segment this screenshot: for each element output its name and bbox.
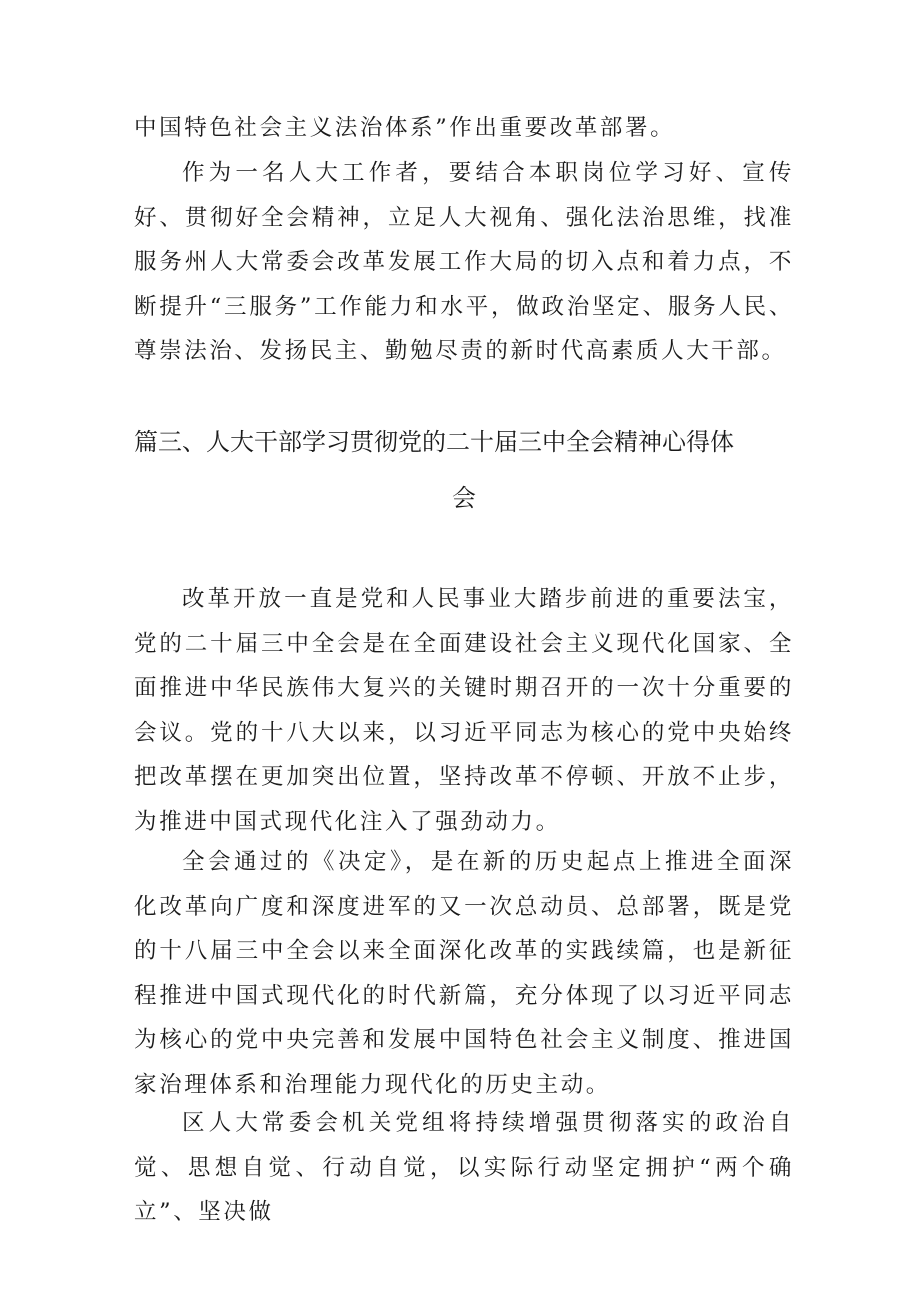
section-heading-line1: 篇三、人大干部学习贯彻党的二十届三中全会精神心得体 xyxy=(134,428,734,456)
paragraph-role-of-npc-worker: 作为一名人大工作者，要结合本职岗位学习好、宣传好、贯彻好全会精神，立足人大视角、强化法治思维，找准服务州人大常委会改革发展工作大局的切入点和着力点，不断提升“三服务”工作能力和水平，做政治坚定、服务人民、尊崇法治、发扬民主、勤勉尽责的新时代高素质人大干部。 xyxy=(134,160,794,364)
section-heading xyxy=(134,414,794,526)
section-heading-line2: 会 xyxy=(452,484,476,512)
paragraph-continuation: 中国特色社会主义法治体系”作出重要改革部署。 xyxy=(134,115,676,141)
paragraph-party-group: 区人大常委会机关党组将持续增强贯彻落实的政治自觉、思想自觉、行动自觉，以实际行动坚定拥护“两个确立”、坚决做 xyxy=(134,1110,794,1225)
paragraph-reform-opening: 改革开放一直是党和人民事业大踏步前进的重要法宝，党的二十届三中全会是在全面建设社会主义现代化国家、全面推进中华民族伟大复兴的关键时期召开的一次十分重要的会议。党的十八大以来，以习近平同志为核心的党中央始终把改革摆在更加突出位置，坚持改革不停顿、开放不止步，为推进中国式现代化注入了强劲动力。 xyxy=(134,586,794,835)
paragraph-decision: 全会通过的《决定》，是在新的历史起点上推进全面深化改革向广度和深度进军的又一次总动员、总部署，既是党的十八届三中全会以来全面深化改革的实践续篇，也是新征程推进中国式现代化的时代新篇，充分体现了以习近平同志为核心的党中央完善和发展中国特色社会主义制度、推进国家治理体系和治理能力现代化的历史主动。 xyxy=(134,849,794,1098)
